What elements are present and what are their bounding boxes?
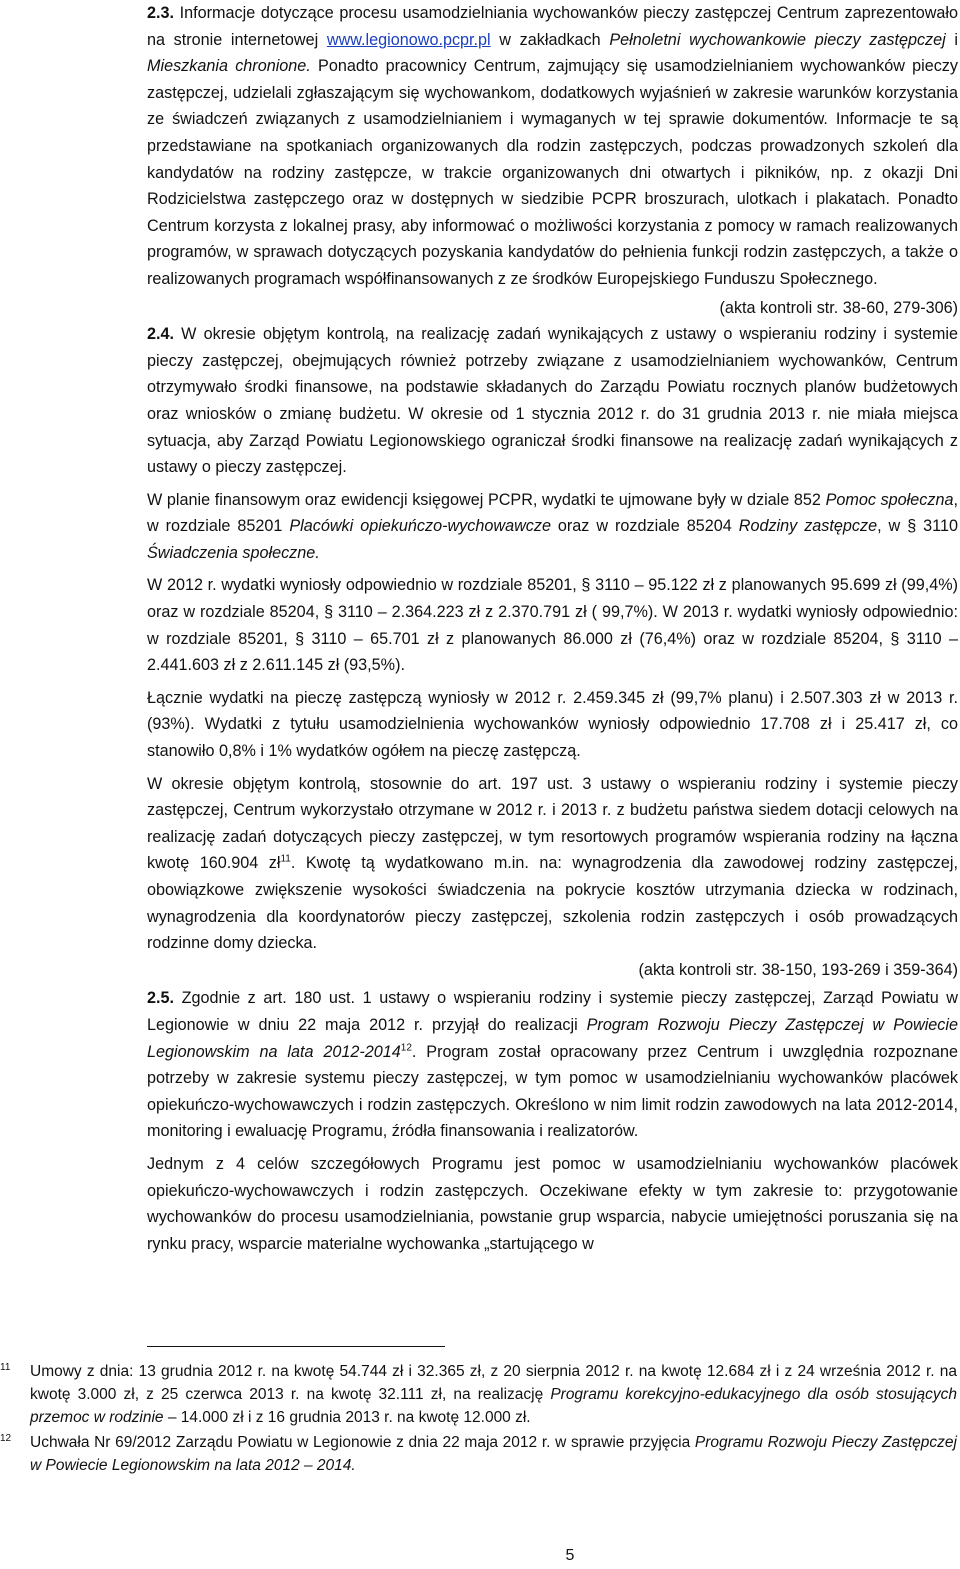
page-number: 5: [565, 1547, 575, 1564]
footnote-mark: 11: [0, 1362, 11, 1373]
text-run: oraz w rozdziale 85204: [550, 517, 739, 536]
text-run: Zgodnie z art. 180 ust. 1 ustawy o wspieraniu rodziny i systemie pieczy zastępczej, Zarząd Powiatu w Legionowie w dniu 22 maja 2012 r. przyjął do realizacji: [147, 989, 958, 1034]
paragraph-program-goals: Jednym z 4 celów szczegółowych Programu jest pomoc w usamodzielnianiu wychowanków placówek opiekuńczo-wychowawczych i rodzin zastępczych. Oczekiwane efekty w tym zakresie to: przygotowanie wychowanków do procesu usamodzielniania, powstanie grup wsparcia, nabycie umiejętności poruszania się na rynku pracy, wsparcie materialne wychowanka „startującego w: [147, 1154, 958, 1253]
italic-run: Mieszkania chronione.: [147, 57, 311, 76]
italic-run: Program Rozwoju Pieczy Zastępczej w Powiecie Legionowskim na lata 2012-2014: [147, 1015, 958, 1061]
paragraph-expenditures: W 2012 r. wydatki wyniosły odpowiednio w rozdziale 85201, § 3110 – 95.122 zł z planowanych 95.699 zł (99,4%) oraz w rozdziale 85204, § 3110 – 2.364.223 zł z 2.370.791 zł ( 99,7%). W 2013 r. wydatki wyniosły odpowiednio: w rozdziale 85201, § 3110 – 65.701 zł z planowanych 86.000 zł (76,4%) oraz w rozdziale 85204, § 3110 – 2.441.603 zł z 2.611.145 zł (93,5%).: [147, 576, 958, 675]
text-run: W planie finansowym oraz ewidencji księgowej PCPR, wydatki te ujmowane były w dziale 852: [147, 490, 826, 509]
footnote-mark: 12: [0, 1433, 12, 1444]
paragraph-budget-classification: [147, 487, 958, 567]
paragraph-2-3: [147, 0, 958, 293]
text-run: – 14.000 zł i z 16 grudnia 2013 r. na kwotę 12.000 zł.: [163, 1409, 531, 1426]
paragraph-2-4: [147, 321, 958, 481]
text-run: , w § 3110: [877, 517, 958, 536]
footnote-separator: [147, 1346, 445, 1347]
text-run: Ponadto pracownicy Centrum, zajmujący się usamodzielnianiem wychowanków pieczy zastępczej, udzielali zgłaszającym się wychowankom, dodatkowych wyjaśnień w zakresie warunków korzystania ze świadczeń związanych z usamodzielnianiem i wymaganych w tej sprawie dokumentów. Informacje te są przedstawiane na spotkaniach organizowanych dla rodzin zastępczych, podczas prowadzonych szkoleń dla kandydatów na rodziny zastępcze, w trakcie organizowanych dni otwartych i pikników, np. z okazji Dni Rodzicielstwa zastępczego oraz w dostępnych w siedzibie PCPR broszurach, ulotkach i plakatach. Ponadto Centrum korzysta z lokalnej prasy, aby informować o możliwości korzystania z pomocy w ramach realizowanych programów, w sprawach dotyczących pozyskania kandydatów do pełnienia funkcji rodzin zastępczych, a także o realizowanych programach współfinansowanych z ze środków Europejskiego Funduszu Społecznego.: [147, 57, 958, 288]
paragraph-subsidies: [147, 771, 958, 957]
footnotes: [0, 1360, 960, 1477]
text-run: , w rozdziale 85201: [147, 490, 958, 536]
footnote-ref-12[interactable]: 12: [400, 1042, 412, 1054]
paragraph-2-5: [147, 985, 958, 1145]
italic-run: Pomoc społeczna: [825, 490, 954, 509]
text-run: W okresie objętym kontrolą, stosownie do art. 197 ust. 3 ustawy o wspieraniu rodziny i systemie pieczy zastępczej, Centrum wykorzystało otrzymane w 2012 r. i 2013 r. z budżetu państwa siedem dotacji celowych na realizację zadań dotyczących pieczy zastępczej, w tym resortowych programów wspierania rodziny na łączna kwotę 160.904 zł: [147, 774, 958, 873]
italic-run: Programu korekcyjno-edukacyjnego dla osób stosujących przemoc w rodzinie: [30, 1386, 957, 1426]
footnote-12: [0, 1431, 960, 1477]
footnote-11: [0, 1360, 960, 1429]
file-reference: (akta kontroli str. 38-60, 279-306): [719, 298, 958, 317]
paragraph-totals: Łącznie wydatki na pieczę zastępczą wyniosły w 2012 r. 2.459.345 zł (99,7% planu) i 2.507.303 zł w 2013 r. (93%). Wydatki z tytułu usamodzielnienia wychowanków wyniosły odpowiednio 17.708 zł i 25.417 zł, co stanowiło 0,8% i 1% wydatków ogółem na pieczę zastępczą.: [147, 688, 958, 761]
text-run: Umowy z dnia: 13 grudnia 2012 r. na kwotę 54.744 zł i 32.365 zł, z 20 sierpnia 2012 r. na kwotę 12.684 zł i z 24 września 2012 r. na kwotę 3.000 zł, z 25 czerwca 2013 r. na kwotę 32.111 zł, na realizację: [30, 1363, 957, 1403]
website-link[interactable]: www.legionowo.pcpr.pl: [326, 30, 491, 49]
italic-run: Świadczenia społeczne.: [147, 543, 320, 562]
section-number: 2.3.: [147, 4, 175, 22]
italic-run: Rodziny zastępcze: [738, 517, 878, 536]
text-run: Uchwała Nr 69/2012 Zarządu Powiatu w Legionowie z dnia 22 maja 2012 r. w sprawie przyjęcia: [30, 1434, 695, 1451]
text-run: w zakładkach: [490, 30, 610, 49]
section-number: 2.5.: [147, 989, 175, 1008]
footnote-ref-11[interactable]: 11: [280, 854, 291, 866]
text-run: W okresie objętym kontrolą, na realizację zadań wynikających z ustawy o wspieraniu rodziny i systemie pieczy zastępczej, obejmujących również potrzeby związane z usamodzielnianiem wychowanków, Centrum otrzymywało środki finansowe, na podstawie składanych do Zarządu Powiatu rocznych planów budżetowych oraz wniosków o zmianę budżetu. W okresie od 1 stycznia 2012 r. do 31 grudnia 2013 r. nie miała miejsca sytuacja, aby Zarząd Powiatu Legionowskiego ograniczał środki finansowe na realizację zadań wynikających z ustawy o pieczy zastępczej.: [147, 325, 958, 477]
italic-run: Pełnoletni wychowankowie pieczy zastępczej: [609, 30, 946, 49]
text-run: i: [945, 30, 958, 49]
section-number: 2.4.: [147, 325, 175, 344]
text-run: . Program został opracowany przez Centrum i uwzględnia rozpoznane potrzeby w zakresie systemu pieczy zastępczej, w tym pomoc w usamodzielnianiu wychowanków placówek opiekuńczo-wychowawczych i rodzin zastępczych. Określono w nim limit rodzin zawodowych na lata 2012-2014, monitoring i ewaluację Programu, źródła finansowania i realizatorów.: [147, 1042, 958, 1141]
file-reference: (akta kontroli str. 38-150, 193-269 i 359-364): [638, 960, 958, 979]
italic-run: Programu Rozwoju Pieczy Zastępczej w Powiecie Legionowskim na lata 2012 – 2014.: [30, 1434, 957, 1474]
body-text: [147, 0, 958, 1257]
text-run: . Kwotę tą wydatkowano m.in. na: wynagrodzenia dla zawodowej rodziny zastępczej, obowiązkowe zwiększenie wysokości świadczenia na pokrycie kosztów utrzymania dziecka w rodzinach, wynagrodzenia dla koordynatorów pieczy zastępczej, szkolenia rodzin zastępczych i osób prowadzących rodzinne domy dziecka.: [147, 854, 958, 953]
text-run: Informacje dotyczące procesu usamodzielniania wychowanków pieczy zastępczej Centrum zaprezentowało na stronie internetowej: [147, 4, 958, 49]
italic-run: Placówki opiekuńczo-wychowawcze: [289, 517, 551, 536]
